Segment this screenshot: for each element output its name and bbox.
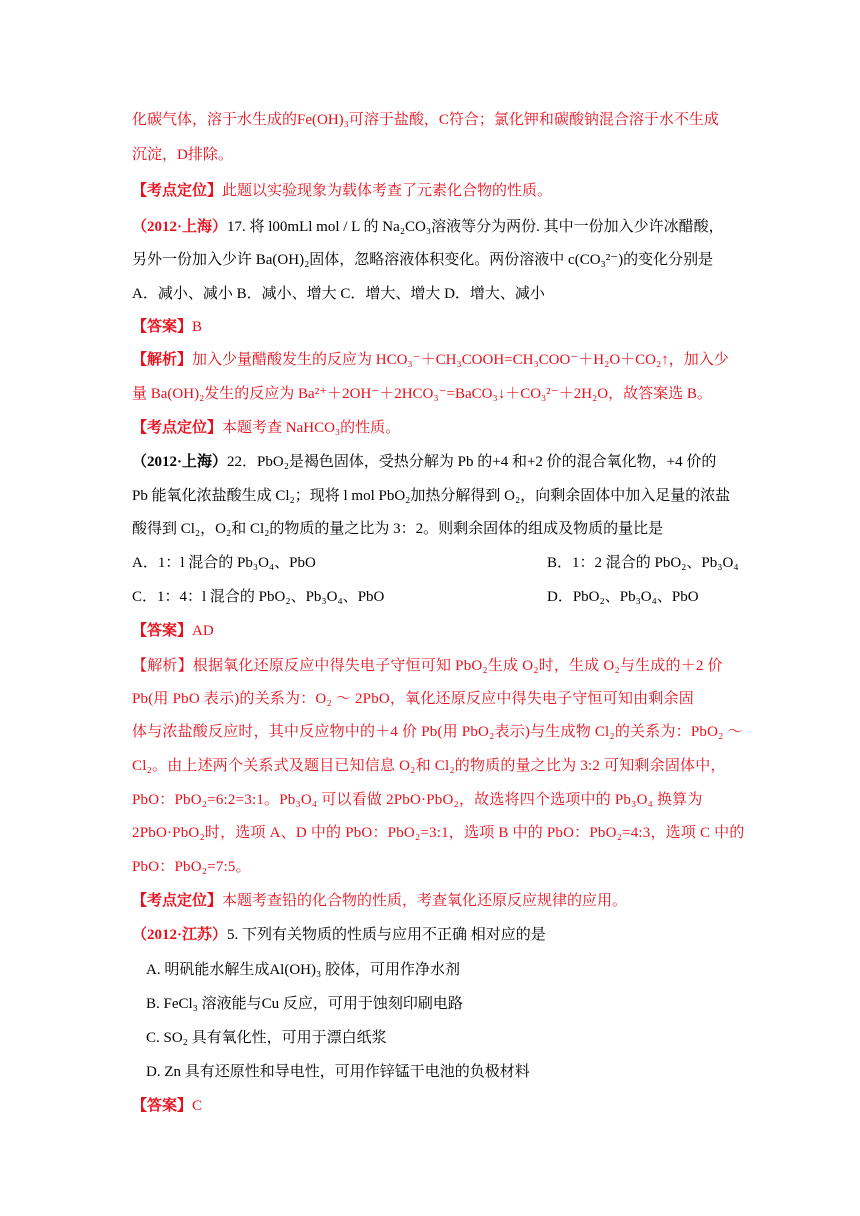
- question-22-line: [132, 452, 716, 472]
- analysis-tag: 【解析】: [132, 352, 193, 368]
- key-point-tag: 【考点定位】: [132, 893, 223, 909]
- analysis-line: 量 Ba(OH)₂发生的反应为 Ba²⁺＋2OH⁻＋2HCO₃⁻=BaCO₃↓＋CO₃²⁻＋2H₂O，故答案选 B。: [132, 386, 712, 402]
- explanation-line: 沉淀，D排除。: [132, 147, 233, 163]
- option-c: C. SO₂ 具有氧化性，可用于漂白纸浆: [146, 1030, 387, 1046]
- key-point-line: [132, 181, 552, 201]
- answer-tag: 【答案】: [132, 623, 193, 639]
- answer-tag: 【答案】: [132, 1098, 193, 1114]
- question-text: 22．PbO₂是褐色固体，受热分解为 Pb 的+4 和+2 价的混合氧化物，+4 价的: [227, 454, 717, 470]
- analysis-text: 加入少量醋酸发生的反应为 HCO₃⁻＋CH₃COOH=CH₃COO⁻＋H₂O＋CO₂↑，加入少: [192, 352, 729, 368]
- option-d: D. Zn 具有还原性和导电性，可用作锌锰干电池的负极材料: [146, 1064, 530, 1080]
- key-point-text: 此题以实验现象为载体考查了元素化合物的性质。: [222, 183, 553, 199]
- answer-line: [132, 1096, 202, 1116]
- option-c: C．1：4：l 混合的 PbO₂、Pb₃O₄、PbO: [132, 589, 385, 605]
- key-point-tag: 【考点定位】: [132, 183, 223, 199]
- analysis-line: 体与浓盐酸反应时，其中反应物中的＋4 价 Pb(用 PbO₂表示)与生成物 Cl₂的关系为：PbO₂ ～: [132, 724, 743, 740]
- question-17-line: [132, 217, 724, 237]
- question-17-options: A．减小、减小 B．减小、增大 C．增大、增大 D．增大、减小: [132, 286, 545, 302]
- analysis-line: PbO：PbO₂=7:5。: [132, 859, 251, 875]
- question-22-line: Pb 能氧化浓盐酸生成 Cl₂；现将 l mol PbO₂加热分解得到 O₂，向剩余固体中加入足量的浓盐: [132, 488, 731, 504]
- key-point-tag: 【考点定位】: [132, 420, 223, 436]
- answer-value: AD: [192, 623, 214, 639]
- answer-value: B: [192, 319, 203, 335]
- analysis-line: 【解析】根据氧化还原反应中得失电子守恒可知 PbO₂生成 O₂时，生成 O₂与生成的＋2 价: [132, 658, 723, 674]
- key-point-line: [132, 891, 627, 911]
- analysis-line: Cl₂。由上述两个关系式及题目已知信息 O₂和 Cl₂的物质的量之比为 3:2 可知剩余固体中，: [132, 758, 726, 774]
- question-source: （2012·上海）: [132, 219, 228, 235]
- question-5-line: [132, 925, 546, 945]
- answer-tag: 【答案】: [132, 319, 193, 335]
- analysis-line: PbO：PbO₂=6:2=3:1。Pb₃O₄ 可以看做 2PbO·PbO₂，故选将四个选项中的 Pb₃O₄ 换算为: [132, 792, 703, 808]
- analysis-line: 2PbO·PbO₂时，选项 A、D 中的 PbO：PbO₂=3:1，选项 B 中的 PbO：PbO₂=4:3，选项 C 中的: [132, 825, 745, 841]
- key-point-line: [132, 418, 400, 438]
- answer-line: [132, 621, 214, 641]
- option-d: D．PbO₂、Pb₃O₄、PbO: [547, 589, 699, 605]
- option-b: B．1：2 混合的 PbO₂、Pb₃O₄: [547, 555, 739, 571]
- analysis-line: [132, 350, 729, 370]
- option-b: B. FeCl₃ 溶液能与Cu 反应，可用于蚀刻印刷电路: [146, 996, 463, 1012]
- question-22-options-row: [132, 553, 739, 573]
- question-17-line: 另外一份加入少许 Ba(OH)₂固体，忽略溶液体积变化。两份溶液中 c(CO₃²⁻)的变化分别是: [132, 252, 714, 268]
- question-22-line: 酸得到 Cl₂，O₂和 Cl₂的物质的量之比为 3：2。则剩余固体的组成及物质的量比是: [132, 521, 664, 537]
- explanation-line: 化碳气体，溶于水生成的Fe(OH)₃可溶于盐酸，C符合；氯化钾和碳酸钠混合溶于水不生成: [132, 112, 719, 128]
- question-text: 17. 将 l00mLl mol / L 的 Na₂CO₃溶液等分为两份. 其中一份加入少许冰醋酸，: [227, 219, 724, 235]
- question-text: 5. 下列有关物质的性质与应用不正确 相对应的是: [227, 927, 546, 943]
- answer-line: [132, 317, 202, 337]
- option-a: A. 明矾能水解生成Al(OH)₃ 胶体，可用作净水剂: [146, 962, 460, 978]
- question-source: （2012·江苏）: [132, 927, 228, 943]
- answer-value: C: [192, 1098, 203, 1114]
- analysis-line: Pb(用 PbO 表示)的关系为：O₂ ～ 2PbO，氧化还原反应中得失电子守恒可知由剩余固: [132, 691, 694, 707]
- question-22-options-row: [132, 587, 732, 607]
- question-source: （2012·上海）: [132, 454, 228, 470]
- option-a: A．1：l 混合的 Pb₃O₄、PbO: [132, 555, 316, 571]
- key-point-text: 本题考查 NaHCO₃的性质。: [222, 420, 401, 436]
- key-point-text: 本题考查铅的化合物的性质，考查氧化还原反应规律的应用。: [222, 893, 628, 909]
